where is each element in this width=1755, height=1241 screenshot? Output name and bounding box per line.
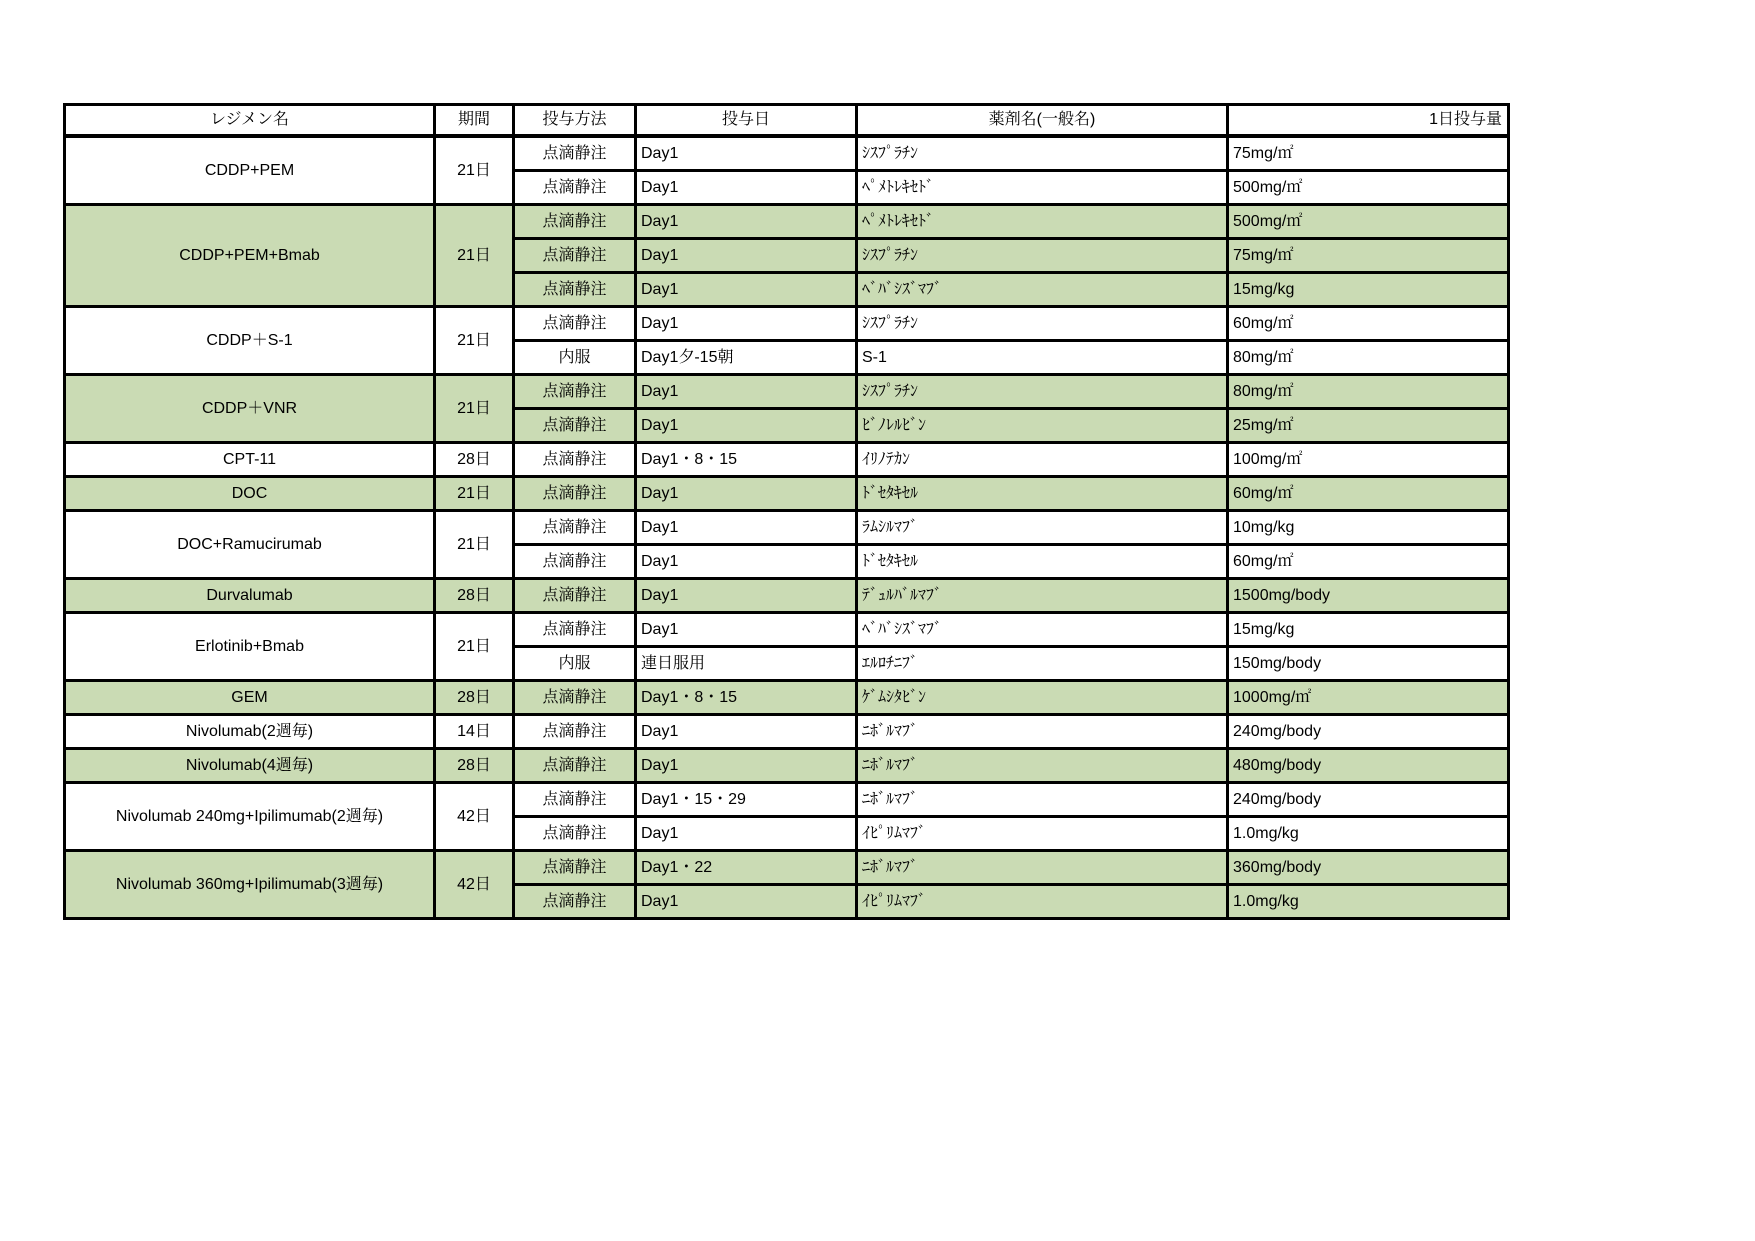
- method-cell: 点滴静注: [514, 443, 636, 477]
- method-cell: 点滴静注: [514, 749, 636, 783]
- daily-dose-cell: 75mg/㎡: [1228, 136, 1509, 171]
- period-cell: 28日: [435, 579, 514, 613]
- drug-name-cell: ﾍﾞﾊﾞｼｽﾞﾏﾌﾞ: [857, 273, 1228, 307]
- drug-name-cell: ｼｽﾌﾟﾗﾁﾝ: [857, 307, 1228, 341]
- drug-name-cell: ｼｽﾌﾟﾗﾁﾝ: [857, 239, 1228, 273]
- regimen-name-cell: DOC+Ramucirumab: [65, 511, 435, 579]
- regimen-name-cell: GEM: [65, 681, 435, 715]
- daily-dose-cell: 1500mg/body: [1228, 579, 1509, 613]
- period-cell: 14日: [435, 715, 514, 749]
- drug-name-cell: ｼｽﾌﾟﾗﾁﾝ: [857, 136, 1228, 171]
- days-cell: Day1・8・15: [636, 443, 857, 477]
- days-cell: Day1: [636, 715, 857, 749]
- table-row: [65, 613, 1509, 647]
- daily-dose-cell: 60mg/㎡: [1228, 545, 1509, 579]
- days-cell: Day1: [636, 817, 857, 851]
- daily-dose-cell: 240mg/body: [1228, 715, 1509, 749]
- daily-dose-cell: 15mg/kg: [1228, 273, 1509, 307]
- regimen-name-cell: Erlotinib+Bmab: [65, 613, 435, 681]
- drug-name-cell: ｼｽﾌﾟﾗﾁﾝ: [857, 375, 1228, 409]
- method-cell: 点滴静注: [514, 205, 636, 239]
- daily-dose-cell: 100mg/㎡: [1228, 443, 1509, 477]
- daily-dose-cell: 150mg/body: [1228, 647, 1509, 681]
- daily-dose-cell: 25mg/㎡: [1228, 409, 1509, 443]
- drug-name-cell: ﾍﾟﾒﾄﾚｷｾﾄﾞ: [857, 171, 1228, 205]
- method-cell: 点滴静注: [514, 715, 636, 749]
- header-row: [65, 105, 1509, 137]
- daily-dose-cell: 60mg/㎡: [1228, 307, 1509, 341]
- drug-name-cell: ﾆﾎﾞﾙﾏﾌﾞ: [857, 749, 1228, 783]
- table-row: [65, 205, 1509, 239]
- method-cell: 点滴静注: [514, 681, 636, 715]
- daily-dose-cell: 1.0mg/kg: [1228, 885, 1509, 919]
- table-row: [65, 375, 1509, 409]
- days-cell: Day1・8・15: [636, 681, 857, 715]
- table-row: [65, 136, 1509, 171]
- days-cell: Day1: [636, 477, 857, 511]
- days-cell: Day1・22: [636, 851, 857, 885]
- table-row: [65, 851, 1509, 885]
- period-cell: 21日: [435, 136, 514, 205]
- table-row: [65, 511, 1509, 545]
- table-row: [65, 783, 1509, 817]
- daily-dose-cell: 80mg/㎡: [1228, 341, 1509, 375]
- days-cell: Day1: [636, 273, 857, 307]
- drug-name-cell: ﾆﾎﾞﾙﾏﾌﾞ: [857, 715, 1228, 749]
- method-cell: 点滴静注: [514, 511, 636, 545]
- drug-name-cell: S-1: [857, 341, 1228, 375]
- daily-dose-cell: 75mg/㎡: [1228, 239, 1509, 273]
- drug-name-cell: ｹﾞﾑｼﾀﾋﾞﾝ: [857, 681, 1228, 715]
- daily-dose-cell: 360mg/body: [1228, 851, 1509, 885]
- daily-dose-cell: 15mg/kg: [1228, 613, 1509, 647]
- header-daily-dose: 1日投与量: [1228, 105, 1509, 137]
- method-cell: 点滴静注: [514, 613, 636, 647]
- method-cell: 点滴静注: [514, 851, 636, 885]
- drug-name-cell: ﾆﾎﾞﾙﾏﾌﾞ: [857, 851, 1228, 885]
- regimen-name-cell: CDDP＋S-1: [65, 307, 435, 375]
- days-cell: Day1: [636, 409, 857, 443]
- days-cell: Day1: [636, 239, 857, 273]
- regimen-name-cell: Nivolumab(2週毎): [65, 715, 435, 749]
- regimen-name-cell: CDDP＋VNR: [65, 375, 435, 443]
- regimen-name-cell: DOC: [65, 477, 435, 511]
- days-cell: Day1: [636, 545, 857, 579]
- days-cell: Day1: [636, 885, 857, 919]
- header-days: 投与日: [636, 105, 857, 137]
- drug-name-cell: ｲﾋﾟﾘﾑﾏﾌﾞ: [857, 817, 1228, 851]
- method-cell: 点滴静注: [514, 579, 636, 613]
- days-cell: Day1: [636, 749, 857, 783]
- method-cell: 点滴静注: [514, 885, 636, 919]
- drug-name-cell: ﾄﾞｾﾀｷｾﾙ: [857, 545, 1228, 579]
- drug-name-cell: ｲﾘﾉﾃｶﾝ: [857, 443, 1228, 477]
- table-row: [65, 749, 1509, 783]
- drug-name-cell: ｴﾙﾛﾁﾆﾌﾞ: [857, 647, 1228, 681]
- days-cell: Day1: [636, 375, 857, 409]
- daily-dose-cell: 80mg/㎡: [1228, 375, 1509, 409]
- regimen-name-cell: Nivolumab 360mg+Ipilimumab(3週毎): [65, 851, 435, 919]
- regimen-table-body: [65, 136, 1509, 919]
- period-cell: 28日: [435, 443, 514, 477]
- period-cell: 21日: [435, 307, 514, 375]
- header-period: 期間: [435, 105, 514, 137]
- regimen-name-cell: CPT-11: [65, 443, 435, 477]
- header-method: 投与方法: [514, 105, 636, 137]
- daily-dose-cell: 500mg/㎡: [1228, 205, 1509, 239]
- period-cell: 21日: [435, 205, 514, 307]
- table-row: [65, 443, 1509, 477]
- drug-name-cell: ﾃﾞｭﾙﾊﾞﾙﾏﾌﾞ: [857, 579, 1228, 613]
- method-cell: 点滴静注: [514, 136, 636, 171]
- period-cell: 28日: [435, 749, 514, 783]
- drug-name-cell: ﾍﾞﾊﾞｼｽﾞﾏﾌﾞ: [857, 613, 1228, 647]
- table-row: [65, 579, 1509, 613]
- period-cell: 21日: [435, 477, 514, 511]
- method-cell: 点滴静注: [514, 409, 636, 443]
- period-cell: 21日: [435, 375, 514, 443]
- days-cell: Day1: [636, 307, 857, 341]
- daily-dose-cell: 1000mg/㎡: [1228, 681, 1509, 715]
- days-cell: Day1: [636, 613, 857, 647]
- method-cell: 点滴静注: [514, 817, 636, 851]
- regimen-name-cell: CDDP+PEM: [65, 136, 435, 205]
- method-cell: 点滴静注: [514, 375, 636, 409]
- days-cell: 連日服用: [636, 647, 857, 681]
- table-row: [65, 307, 1509, 341]
- regimen-table: [63, 103, 1510, 920]
- drug-name-cell: ﾗﾑｼﾙﾏﾌﾞ: [857, 511, 1228, 545]
- table-row: [65, 477, 1509, 511]
- method-cell: 点滴静注: [514, 477, 636, 511]
- method-cell: 点滴静注: [514, 171, 636, 205]
- daily-dose-cell: 500mg/㎡: [1228, 171, 1509, 205]
- method-cell: 点滴静注: [514, 545, 636, 579]
- method-cell: 点滴静注: [514, 783, 636, 817]
- days-cell: Day1・15・29: [636, 783, 857, 817]
- drug-name-cell: ﾋﾞﾉﾚﾙﾋﾞﾝ: [857, 409, 1228, 443]
- method-cell: 内服: [514, 341, 636, 375]
- drug-name-cell: ｲﾋﾟﾘﾑﾏﾌﾞ: [857, 885, 1228, 919]
- method-cell: 点滴静注: [514, 307, 636, 341]
- regimen-sheet: [63, 103, 1510, 920]
- daily-dose-cell: 10mg/kg: [1228, 511, 1509, 545]
- method-cell: 点滴静注: [514, 273, 636, 307]
- method-cell: 内服: [514, 647, 636, 681]
- daily-dose-cell: 480mg/body: [1228, 749, 1509, 783]
- period-cell: 42日: [435, 851, 514, 919]
- days-cell: Day1: [636, 136, 857, 171]
- drug-name-cell: ﾄﾞｾﾀｷｾﾙ: [857, 477, 1228, 511]
- days-cell: Day1: [636, 511, 857, 545]
- period-cell: 28日: [435, 681, 514, 715]
- table-row: [65, 715, 1509, 749]
- days-cell: Day1: [636, 205, 857, 239]
- period-cell: 42日: [435, 783, 514, 851]
- regimen-name-cell: CDDP+PEM+Bmab: [65, 205, 435, 307]
- days-cell: Day1: [636, 171, 857, 205]
- drug-name-cell: ﾍﾟﾒﾄﾚｷｾﾄﾞ: [857, 205, 1228, 239]
- header-drug-name: 薬剤名(一般名): [857, 105, 1228, 137]
- days-cell: Day1夕-15朝: [636, 341, 857, 375]
- regimen-name-cell: Durvalumab: [65, 579, 435, 613]
- header-regimen-name: レジメン名: [65, 105, 435, 137]
- daily-dose-cell: 60mg/㎡: [1228, 477, 1509, 511]
- method-cell: 点滴静注: [514, 239, 636, 273]
- regimen-name-cell: Nivolumab 240mg+Ipilimumab(2週毎): [65, 783, 435, 851]
- period-cell: 21日: [435, 511, 514, 579]
- period-cell: 21日: [435, 613, 514, 681]
- days-cell: Day1: [636, 579, 857, 613]
- daily-dose-cell: 1.0mg/kg: [1228, 817, 1509, 851]
- daily-dose-cell: 240mg/body: [1228, 783, 1509, 817]
- regimen-name-cell: Nivolumab(4週毎): [65, 749, 435, 783]
- drug-name-cell: ﾆﾎﾞﾙﾏﾌﾞ: [857, 783, 1228, 817]
- table-row: [65, 681, 1509, 715]
